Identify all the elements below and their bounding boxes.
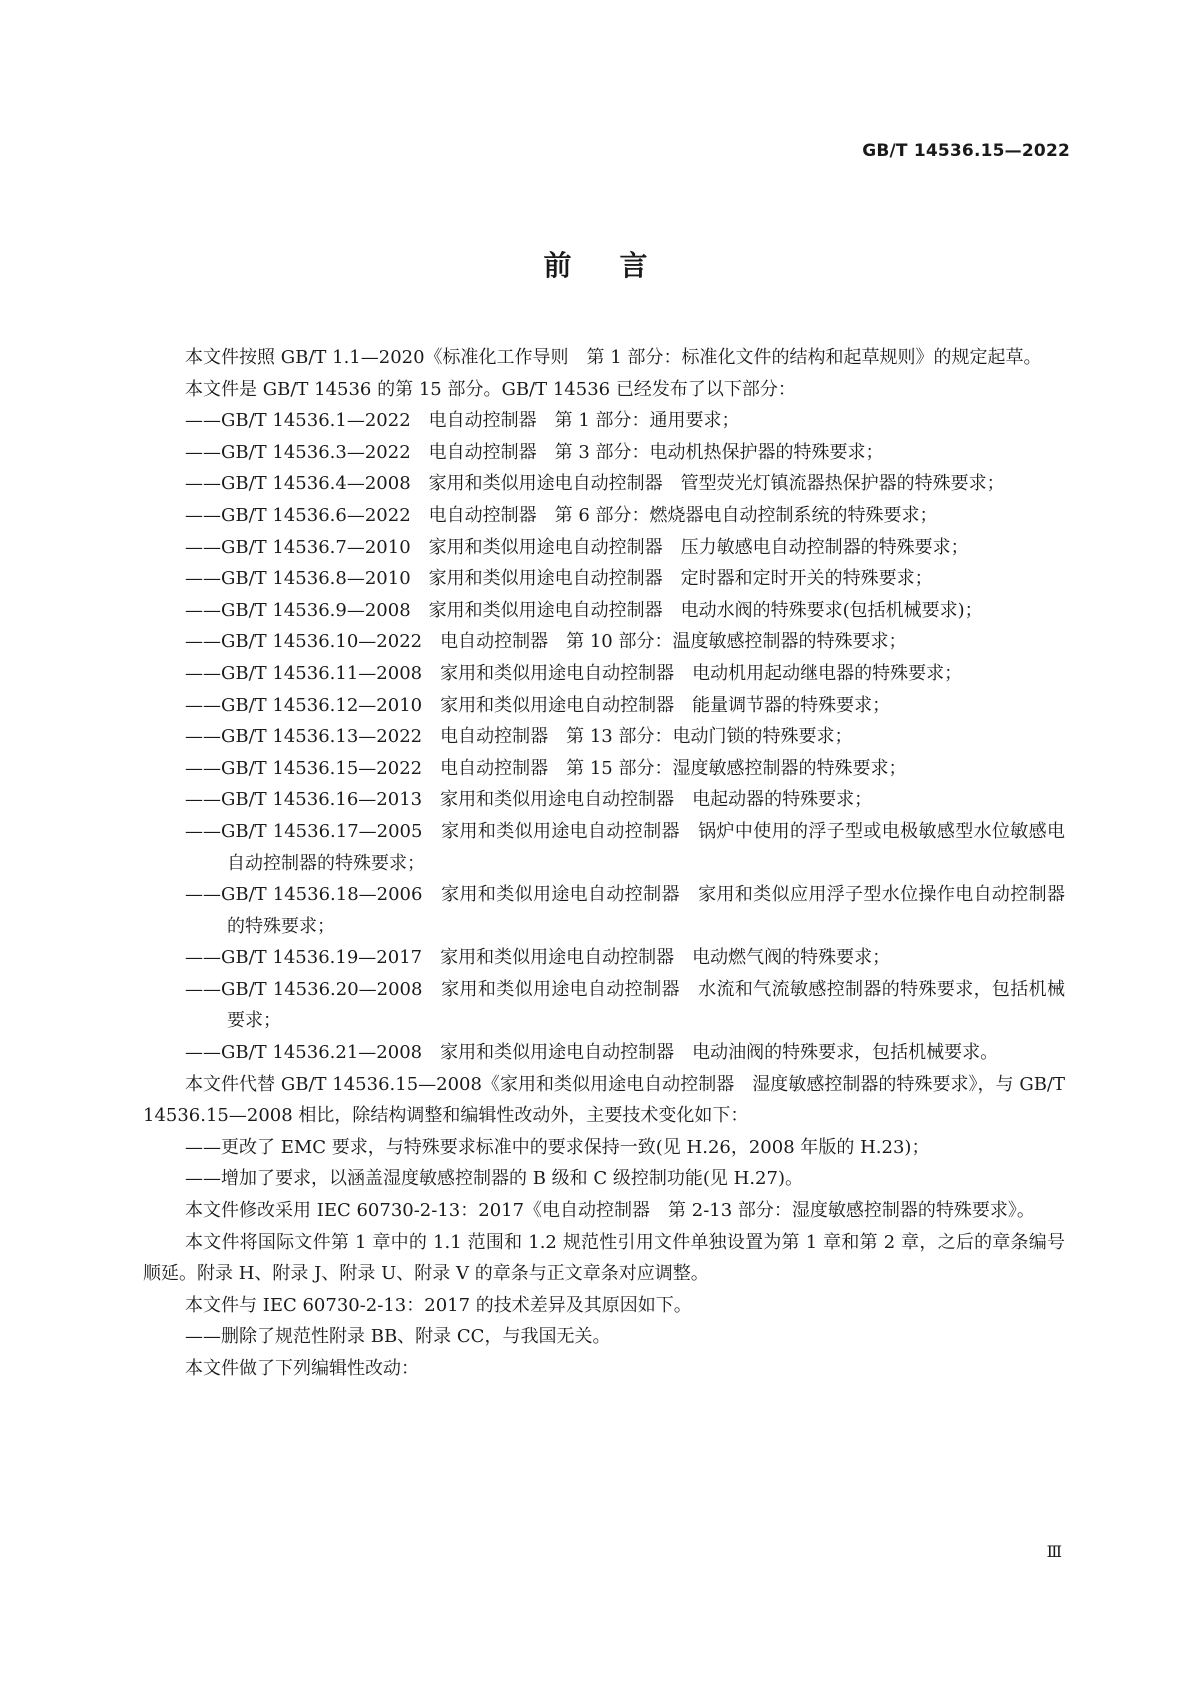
list-item: ——GB/T 14536.15—2022 电自动控制器 第 15 部分：湿度敏感控制器的特殊要求；: [185, 757, 907, 779]
list-item: ——GB/T 14536.11—2008 家用和类似用途电自动控制器 电动机用起动继电器的特殊要求；: [185, 662, 963, 684]
drafting-paragraph: 本文件按照 GB/T 1.1—2020《标准化工作导则 第 1 部分：标准化文件的结构和起草规则》的规定起草。: [185, 347, 1042, 368]
page-title: 前言: [543, 249, 696, 282]
list-item: ——GB/T 14536.9—2008 家用和类似用途电自动控制器 电动水阀的特殊要求(包括机械要求)；: [185, 599, 983, 621]
list-item: ——GB/T 14536.8—2010 家用和类似用途电自动控制器 定时器和定时开关的特殊要求；: [185, 568, 933, 590]
modified-adoption-paragraph: 本文件修改采用 IEC 60730-2-13：2017《电自动控制器 第 2-13 部分：湿度敏感控制器的特殊要求》。: [185, 1200, 1035, 1222]
list-item: ——GB/T 14536.13—2022 电自动控制器 第 13 部分：电动门锁的特殊要求；: [185, 726, 853, 748]
list-item: ——GB/T 14536.17—2005 家用和类似用途电自动控制器 锅炉中使用的浮子型或电极敏感型水位敏感电自动控制器的特殊要求；: [185, 820, 1065, 874]
list-item: ——GB/T 14536.6—2022 电自动控制器 第 6 部分：燃烧器电自动控制系统的特殊要求；: [185, 504, 938, 526]
tech-diff-intro: 本文件与 IEC 60730-2-13：2017 的技术差异及其原因如下。: [185, 1294, 692, 1316]
list-item: ——GB/T 14536.18—2006 家用和类似用途电自动控制器 家用和类似应用浮子型水位操作电自动控制器的特殊要求；: [185, 884, 1065, 937]
list-item: ——GB/T 14536.12—2010 家用和类似用途电自动控制器 能量调节器的特殊要求；: [185, 694, 891, 716]
structure-note-paragraph: 本文件将国际文件第 1 章中的 1.1 范围和 1.2 规范性引用文件单独设置为第 1 章和第 2 章，之后的章条编号顺延。附录 H、附录 J、附录 U、附录 V 的章条与正文章条对应调整。: [143, 1231, 1065, 1285]
editorial-intro: 本文件做了下列编辑性改动：: [185, 1358, 419, 1379]
document-code: GB/T 14536.15—2022: [862, 141, 1070, 161]
page-number: Ⅲ: [1046, 1542, 1062, 1561]
list-item: ——GB/T 14536.21—2008 家用和类似用途电自动控制器 电动油阀的特殊要求，包括机械要求。: [185, 1042, 999, 1064]
tech-diff-item: ——删除了规范性附录 BB、附录 CC，与我国无关。: [185, 1326, 611, 1348]
foreword-body: [143, 342, 1065, 1385]
list-item: ——GB/T 14536.1—2022 电自动控制器 第 1 部分：通用要求；: [185, 410, 740, 432]
part-of-paragraph: 本文件是 GB/T 14536 的第 15 部分。GB/T 14536 已经发布了以下部分：: [185, 378, 796, 400]
replaces-paragraph: 本文件代替 GB/T 14536.15—2008《家用和类似用途电自动控制器 湿度敏感控制器的特殊要求》，与 GB/T 14536.15—2008 相比，除结构调整和编辑性改动外，主要技术变化如下：: [143, 1073, 1065, 1127]
parts-list: [143, 405, 1065, 1068]
list-item: ——GB/T 14536.7—2010 家用和类似用途电自动控制器 压力敏感电自动控制器的特殊要求；: [185, 536, 969, 558]
change-item: ——更改了 EMC 要求，与特殊要求标准中的要求保持一致(见 H.26，2008 年版的 H.23)；: [185, 1136, 930, 1158]
change-item: ——增加了要求，以涵盖湿度敏感控制器的 B 级和 C 级控制功能(见 H.27)。: [185, 1168, 803, 1190]
list-item: ——GB/T 14536.4—2008 家用和类似用途电自动控制器 管型荧光灯镇流器热保护器的特殊要求；: [185, 473, 1005, 495]
list-item: ——GB/T 14536.20—2008 家用和类似用途电自动控制器 水流和气流敏感控制器的特殊要求，包括机械要求；: [185, 978, 1065, 1032]
list-item: ——GB/T 14536.10—2022 电自动控制器 第 10 部分：温度敏感控制器的特殊要求；: [185, 631, 907, 653]
list-item: ——GB/T 14536.16—2013 家用和类似用途电自动控制器 电起动器的特殊要求；: [185, 789, 873, 811]
list-item: ——GB/T 14536.19—2017 家用和类似用途电自动控制器 电动燃气阀的特殊要求；: [185, 947, 891, 969]
list-item: ——GB/T 14536.3—2022 电自动控制器 第 3 部分：电动机热保护器的特殊要求；: [185, 441, 884, 463]
